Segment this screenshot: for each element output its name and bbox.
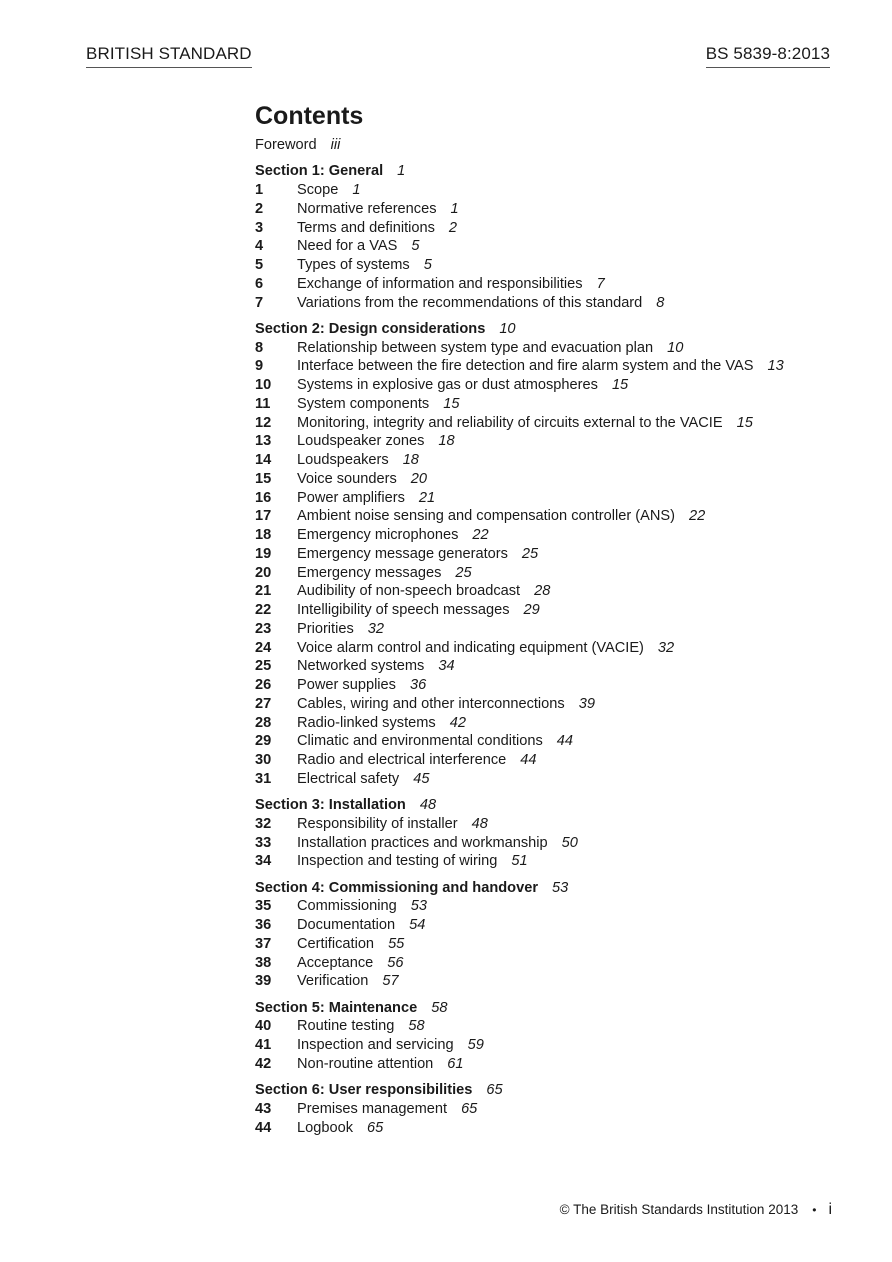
toc-entry-number: 26 [255,677,272,693]
toc-entry[interactable] [255,834,855,853]
toc-entry-title: Radio and electrical interference [297,752,507,768]
toc-entry-page: 32 [657,639,675,656]
toc-entry-number: 25 [255,658,272,675]
toc-entry[interactable] [255,395,855,414]
toc-entry[interactable] [255,357,855,376]
toc-entry-number: 13 [255,433,272,450]
toc-entry-number: 4 [255,238,264,255]
toc-entry[interactable] [255,451,855,470]
toc-entry[interactable] [255,294,855,313]
toc-entry-number: 9 [255,358,264,375]
toc-section-heading[interactable] [255,999,855,1018]
toc-entry[interactable] [255,601,855,620]
toc-entry[interactable] [255,751,855,770]
toc-entry[interactable] [255,219,855,238]
toc-entry-number: 30 [255,752,272,768]
toc-entry-number: 14 [255,452,272,468]
toc-entry-title: Certification [297,935,375,952]
toc-entry-page: 25 [455,564,472,581]
toc-entry-page: 65 [461,1100,478,1117]
toc-entry-title: Commissioning [297,898,397,915]
toc-entry[interactable] [255,1100,855,1119]
toc-entry-title: Interface between the fire detection and fire alarm system and the VAS [297,358,754,375]
toc-entry-number: 1 [255,182,264,198]
toc-entry-page: 32 [367,620,384,637]
toc-entry-title: Loudspeakers [297,452,389,468]
toc-entry-title: Types of systems [297,257,410,273]
toc-entry-page: 15 [443,395,460,412]
toc-entry[interactable] [255,639,855,658]
toc-entry-page: 5 [411,238,420,255]
toc-section-heading[interactable] [255,879,855,898]
toc-entry-title: Normative references [297,200,437,217]
toc-entry-page: 15 [611,377,629,393]
toc-entry-title: Exchange of information and responsibilities [297,275,583,292]
toc-entry-title: Audibility of non-speech broadcast [297,583,521,600]
toc-entry[interactable] [255,916,855,935]
toc-entry-title: Monitoring, integrity and reliability of circuits external to the VACIE [297,414,723,431]
toc-entry-title: Responsibility of installer [297,815,458,832]
toc-entry-number: 19 [255,545,272,562]
toc-entry[interactable] [255,526,855,545]
toc-entry-number: 5 [255,257,264,273]
toc-entry[interactable] [255,935,855,954]
section-page: 1 [397,163,406,180]
toc-entry-page: 34 [438,658,455,675]
toc-entry-title: Premises management [297,1100,448,1117]
header-standard-number: BS 5839-8:2013 [706,44,830,68]
toc-entry-page: 51 [511,853,528,870]
toc-entry[interactable] [255,1055,855,1074]
toc-entry-number: 22 [255,602,272,618]
toc-entry-number: 34 [255,853,272,870]
footer-bullet: • [812,1203,817,1217]
toc-entry-page: 2 [448,219,458,236]
toc-entry-title: Cables, wiring and other interconnections [297,695,565,712]
toc-section-heading[interactable] [255,796,855,815]
toc-entry-number: 17 [255,508,272,525]
toc-entry-title: Emergency microphones [297,527,459,543]
toc-entry-number: 35 [255,898,272,915]
toc-entry-page: 22 [472,527,489,543]
toc-entry-page: 28 [534,583,551,600]
toc-entry-title: Electrical safety [297,770,400,787]
toc-entry-title: Intelligibility of speech messages [297,602,510,618]
toc-entry-number: 20 [255,564,272,581]
toc-foreword-page: iii [330,137,341,153]
toc-entry-title: Logbook [297,1119,353,1136]
section-page: 65 [486,1082,503,1098]
toc-entry[interactable] [255,770,855,789]
toc-entry[interactable] [255,1017,855,1036]
toc-entry-title: Loudspeaker zones [297,433,425,450]
toc-entry-number: 2 [255,200,264,217]
toc-entry-page: 15 [736,414,753,431]
toc-entry-title: Acceptance [297,954,374,971]
toc-entry-number: 43 [255,1100,272,1117]
toc-foreword-label: Foreword [255,137,317,153]
toc-entry-number: 40 [255,1018,272,1035]
toc-entry-page: 44 [520,752,537,768]
section-title: Section 1: General [255,163,384,180]
table-of-contents [255,136,855,1137]
toc-entry[interactable] [255,237,855,256]
toc-entry[interactable] [255,545,855,564]
toc-entry-number: 24 [255,639,272,656]
toc-entry-title: Systems in explosive gas or dust atmospheres [297,377,598,393]
toc-entry-number: 18 [255,527,272,543]
toc-entry-page: 7 [596,275,605,292]
section-title: Section 4: Commissioning and handover [255,879,538,896]
toc-entry[interactable] [255,564,855,583]
toc-entry-title: Terms and definitions [297,219,435,236]
toc-entry-number: 29 [255,733,272,750]
toc-entry-number: 3 [255,219,264,236]
toc-section-heading[interactable] [255,162,855,181]
toc-entry-page: 48 [471,815,488,832]
toc-entry[interactable] [255,1036,855,1055]
toc-entry[interactable] [255,657,855,676]
toc-entry-number: 8 [255,339,264,356]
toc-entry[interactable] [255,275,855,294]
toc-entry[interactable] [255,432,855,451]
toc-entry[interactable] [255,507,855,526]
toc-entry-title: Power amplifiers [297,489,405,506]
toc-entry[interactable] [255,815,855,834]
toc-entry-number: 39 [255,973,272,990]
toc-entry-page: 54 [409,917,426,933]
section-page: 58 [431,999,448,1016]
toc-entry-page: 56 [387,954,404,971]
toc-entry-number: 42 [255,1055,272,1072]
toc-entry-title: Variations from the recommendations of this standard [297,294,643,311]
toc-entry-number: 37 [255,935,272,952]
toc-entry-page: 5 [423,257,432,273]
toc-entry[interactable] [255,582,855,601]
section-title: Section 2: Design considerations [255,320,486,337]
page-footer [560,1201,832,1219]
toc-entry-page: 21 [418,489,436,506]
toc-entry-title: Relationship between system type and evacuation plan [297,339,654,356]
toc-entry-page: 13 [767,358,784,375]
toc-entry-title: Routine testing [297,1018,395,1035]
toc-section-heading[interactable] [255,320,855,339]
toc-entry-title: Radio-linked systems [297,714,436,731]
toc-entry-number: 32 [255,815,272,832]
footer-page-number: i [828,1201,832,1218]
toc-entry[interactable] [255,954,855,973]
toc-entry-page: 1 [450,200,459,217]
toc-entry-title: System components [297,395,430,412]
toc-entry[interactable] [255,181,855,200]
footer-copyright: © The British Standards Institution 2013 [559,1202,799,1217]
toc-entry-page: 8 [656,294,665,311]
toc-entry-page: 42 [449,714,466,731]
toc-entry-page: 55 [388,935,405,952]
toc-entry-title: Voice alarm control and indicating equipment (VACIE) [297,639,644,656]
toc-entry-number: 41 [255,1037,272,1053]
section-title: Section 5: Maintenance [255,999,418,1016]
toc-entry-number: 15 [255,470,272,487]
toc-entry-page: 58 [408,1018,425,1035]
toc-entry-title: Voice sounders [297,470,397,487]
section-page: 48 [419,797,437,813]
toc-entry-page: 18 [438,433,455,450]
section-page: 10 [499,320,516,337]
toc-entry-page: 61 [447,1055,464,1072]
toc-entry[interactable] [255,620,855,639]
toc-entry-page: 59 [467,1037,484,1053]
toc-foreword-entry[interactable] [255,136,855,155]
toc-entry[interactable] [255,676,855,695]
toc-entry-title: Climatic and environmental conditions [297,733,543,750]
toc-entry-title: Scope [297,182,339,198]
toc-entry[interactable] [255,972,855,991]
toc-entry-title: Priorities [297,620,354,637]
section-title: Section 3: Installation [255,797,406,813]
toc-entry-number: 27 [255,695,272,712]
toc-entry-number: 16 [255,489,272,506]
toc-entry-number: 11 [255,395,271,412]
toc-entry-page: 45 [413,770,430,787]
toc-entry[interactable] [255,489,855,508]
toc-entry[interactable] [255,376,855,395]
toc-entry-number: 23 [255,620,272,637]
toc-entry-title: Emergency messages [297,564,442,581]
toc-entry[interactable] [255,714,855,733]
toc-entry-number: 21 [255,583,272,600]
toc-entry-page: 65 [367,1119,384,1136]
toc-entry-page: 1 [352,182,361,198]
toc-entry[interactable] [255,256,855,275]
toc-entry-title: Ambient noise sensing and compensation controller (ANS) [297,508,676,525]
toc-entry-number: 12 [255,414,272,431]
toc-entry-title: Power supplies [297,677,396,693]
toc-entry-title: Non-routine attention [297,1055,434,1072]
toc-entry-page: 18 [402,452,419,468]
toc-entry-page: 10 [667,339,684,356]
section-page: 53 [552,879,569,896]
toc-entry-number: 33 [255,834,272,851]
toc-section-heading[interactable] [255,1081,855,1100]
toc-entry-page: 22 [689,508,706,525]
toc-entry[interactable] [255,414,855,433]
toc-entry-title: Inspection and testing of wiring [297,853,498,870]
toc-entry-page: 29 [523,602,540,618]
toc-entry[interactable] [255,695,855,714]
toc-entry-page: 57 [382,973,399,990]
toc-entry-title: Verification [297,973,369,990]
toc-entry-number: 36 [255,917,272,933]
toc-entry-page: 25 [521,545,539,562]
header-standard-label: BRITISH STANDARD [86,44,252,68]
toc-entry-page: 50 [561,834,578,851]
toc-entry[interactable] [255,1119,855,1138]
toc-entry-page: 39 [578,695,595,712]
toc-entry[interactable] [255,732,855,751]
toc-entry-page: 44 [556,733,574,750]
toc-entry[interactable] [255,897,855,916]
toc-entry-number: 6 [255,275,264,292]
page-title: Contents [255,102,364,130]
toc-entry-number: 38 [255,954,272,971]
toc-entry-title: Need for a VAS [297,238,398,255]
toc-entry-number: 7 [255,294,264,311]
toc-entry[interactable] [255,852,855,871]
toc-entry-title: Emergency message generators [297,545,508,562]
toc-entry-number: 44 [255,1119,272,1136]
toc-entry[interactable] [255,200,855,219]
toc-entry-title: Inspection and servicing [297,1037,454,1053]
toc-entry[interactable] [255,339,855,358]
toc-entry-number: 10 [255,377,272,393]
toc-entry[interactable] [255,470,855,489]
toc-entry-title: Installation practices and workmanship [297,834,548,851]
section-title: Section 6: User responsibilities [255,1082,473,1098]
toc-entry-page: 20 [410,470,428,487]
toc-entry-number: 31 [255,770,272,787]
toc-entry-page: 53 [410,898,427,915]
toc-entry-number: 28 [255,714,272,731]
toc-entry-title: Networked systems [297,658,425,675]
toc-entry-page: 36 [409,677,427,693]
toc-entry-title: Documentation [297,917,396,933]
